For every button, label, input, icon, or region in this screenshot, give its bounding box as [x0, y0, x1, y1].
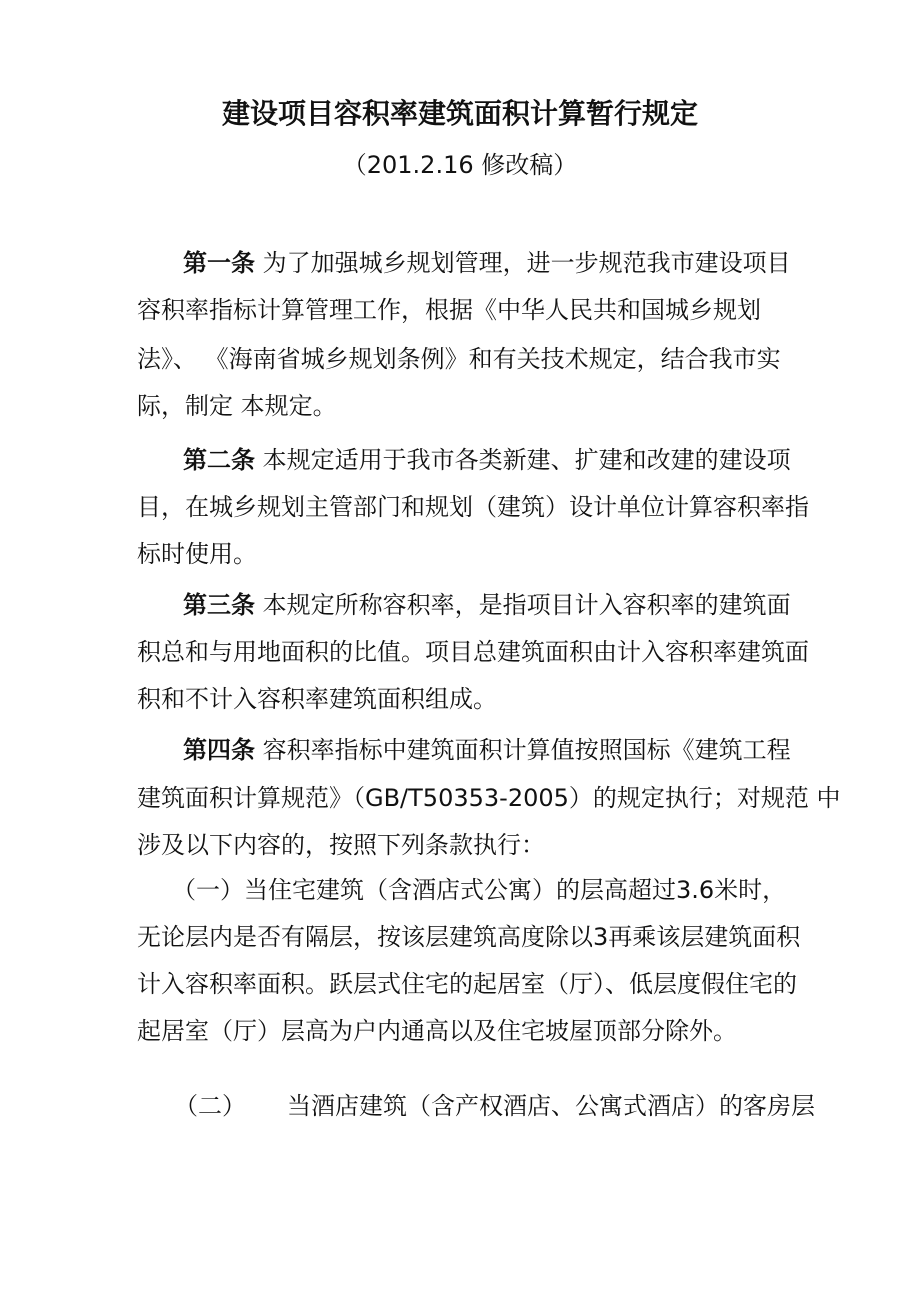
- paragraph-line: 本规定适用于我市各类新建、扩建和改建的建设项: [262, 446, 791, 474]
- paragraph-line: 无论层内是否有隔层，按该层建筑高度除以3再乘该层建筑面积: [137, 923, 801, 951]
- paragraph-line: 计入容积率面积。跃层式住宅的起居室（厅）、低层度假住宅的: [137, 970, 797, 998]
- clause-label: （二）: [174, 1092, 246, 1120]
- article-heading: 第一条: [183, 249, 255, 277]
- document-subtitle: （201.2.16 修改稿）: [342, 151, 578, 179]
- paragraph-line: 法》、 《海南省城乡规划条例》和有关技术规定，结合我市实: [137, 345, 781, 373]
- paragraph-line: 际，制定 本规定。: [137, 392, 337, 420]
- article-heading: 第二条: [183, 446, 255, 474]
- paragraph-line: 积和不计入容积率建筑面积组成。: [137, 685, 497, 713]
- paragraph-line: 当酒店建筑（含产权酒店、公寓式酒店）的客房层: [287, 1092, 815, 1120]
- paragraph-line: 标时使用。: [137, 540, 257, 568]
- paragraph-line: 本规定所称容积率，是指项目计入容积率的建筑面: [262, 591, 791, 619]
- paragraph-line: 涉及以下内容的，按照下列条款执行：: [137, 831, 545, 859]
- paragraph-line: 建筑面积计算规范》（GB/T50353-2005）的规定执行；对规范 中: [137, 784, 841, 812]
- document-title: 建设项目容积率建筑面积计算暂行规定: [221, 97, 698, 130]
- article-heading: 第四条: [183, 736, 255, 764]
- paragraph-line: 目，在城乡规划主管部门和规划（建筑）设计单位计算容积率指: [137, 493, 809, 521]
- paragraph-line: （一）当住宅建筑（含酒店式公寓）的层高超过3.6米时，: [172, 876, 787, 904]
- paragraph-line: 容积率指标计算管理工作，根据《中华人民共和国城乡规划: [137, 296, 761, 324]
- paragraph-line: 积总和与用地面积的比值。项目总建筑面积由计入容积率建筑面: [137, 638, 809, 666]
- paragraph-line: 容积率指标中建筑面积计算值按照国标《建筑工程: [262, 736, 791, 764]
- paragraph-line: 起居室（厅）层高为户内通高以及住宅坡屋顶部分除外。: [137, 1017, 737, 1045]
- article-heading: 第三条: [183, 591, 255, 619]
- paragraph-line: 为了加强城乡规划管理，进一步规范我市建设项目: [262, 249, 791, 277]
